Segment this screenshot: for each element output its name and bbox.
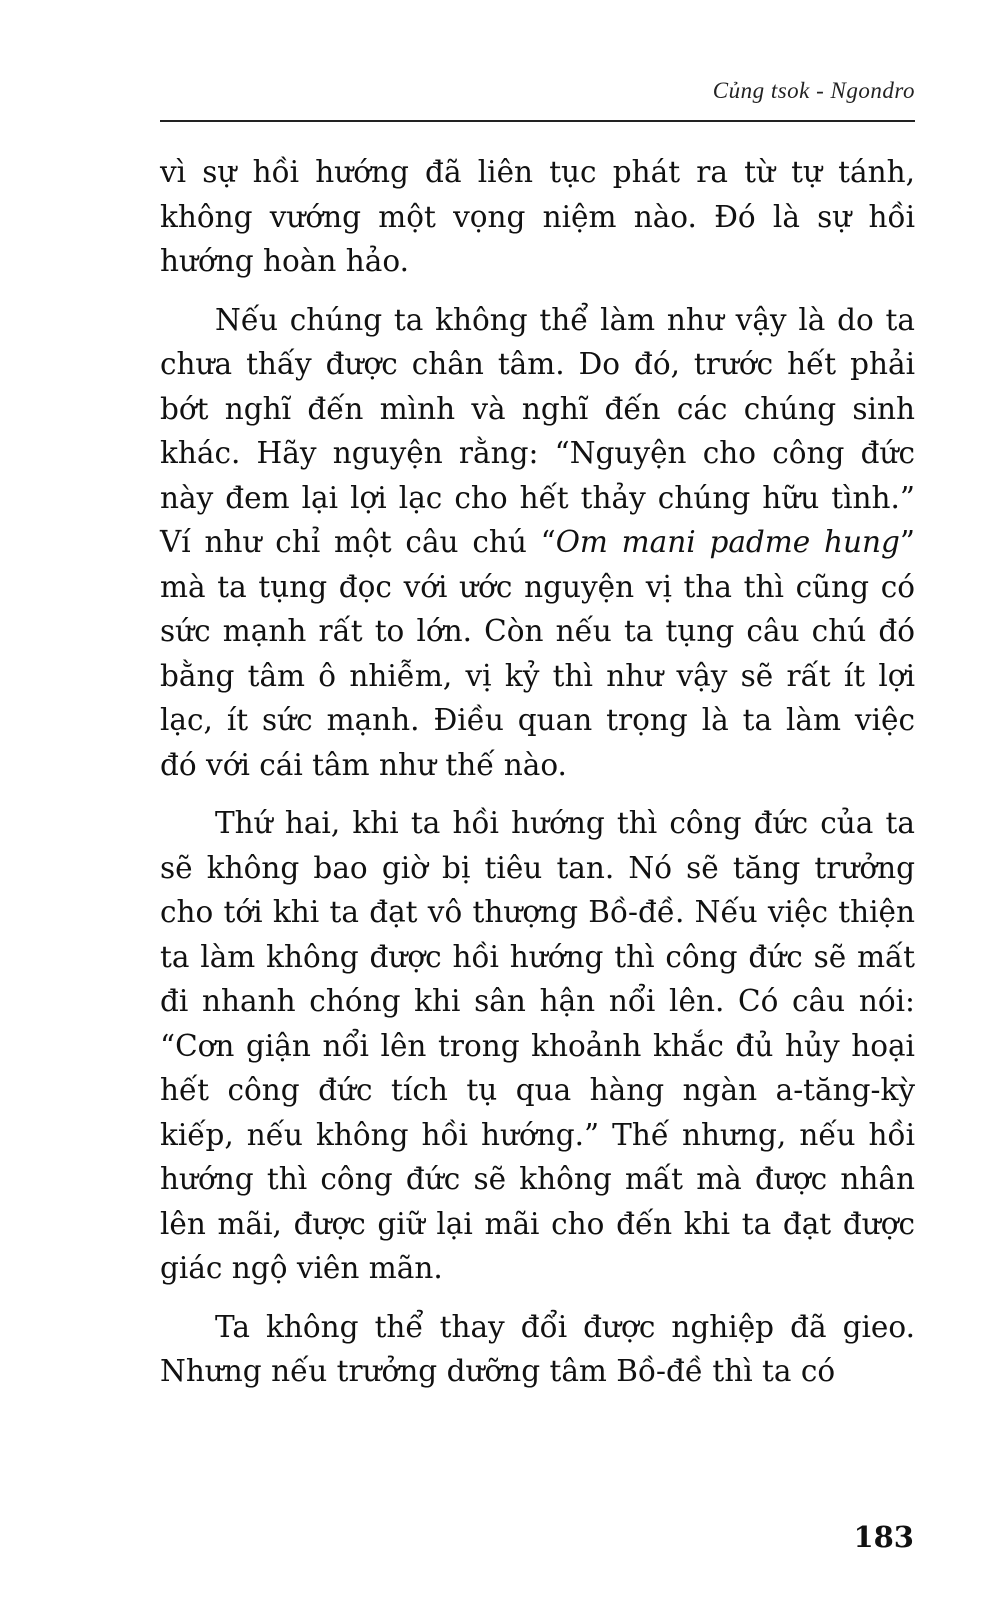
paragraph-4: Ta không thể thay đổi được nghiệp đã gieo. Nhưng nếu trưởng dưỡng tâm Bồ-đề thì ta có — [160, 1309, 915, 1388]
paragraph-2 — [160, 298, 915, 788]
page-header — [160, 72, 915, 122]
paragraph-2-text-start: Nếu chúng ta không thể làm như vậy là do ta chưa thấy được chân tâm. Do đó, trước hết phải bớt nghĩ đến mình và nghĩ đến các chúng sinh khác. Hãy nguyện rằng: “Nguyện cho công đức này đem lại lợi lạc cho hết thảy chúng hữu tình.” Ví như chỉ một câu chú “ — [160, 302, 915, 559]
paragraph-1: vì sự hồi hướng đã liên tục phát ra từ tự tánh, không vướng một vọng niệm nào. Đó là sự hồi hướng hoàn hảo. — [160, 155, 915, 278]
page-number: 183 — [853, 1520, 914, 1554]
running-title: Củng tsok - Ngondro — [712, 78, 915, 103]
paragraph-3: Thứ hai, khi ta hồi hướng thì công đức của ta sẽ không bao giờ bị tiêu tan. Nó sẽ tăng trưởng cho tới khi ta đạt vô thượng Bồ-đề. Nếu việc thiện ta làm không được hồi hướng thì công đức sẽ mất đi nhanh chóng khi sân hận nổi lên. Có câu nói: “Cơn giận nổi lên trong khoảnh khắc đủ hủy hoại hết công đức tích tụ qua hàng ngàn a-tăng-kỳ kiếp, nếu không hồi hướng.” Thế nhưng, nếu hồi hướng thì công đức sẽ không mất mà được nhân lên mãi, được giữ lại mãi cho đến khi ta đạt được giác ngộ viên mãn. — [160, 806, 915, 1285]
paragraph-2-text-end: ” mà ta tụng đọc với ước nguyện vị tha thì cũng có sức mạnh rất to lớn. Còn nếu ta tụng câu chú đó bằng tâm ô nhiễm, vị kỷ thì như vậy sẽ rất ít lợi lạc, ít sức mạnh. Điều quan trọng là ta làm việc đó với cái tâm như thế nào. — [160, 525, 915, 782]
mantra-italic: Om mani padme hung — [555, 525, 900, 559]
page-body — [160, 150, 915, 1408]
